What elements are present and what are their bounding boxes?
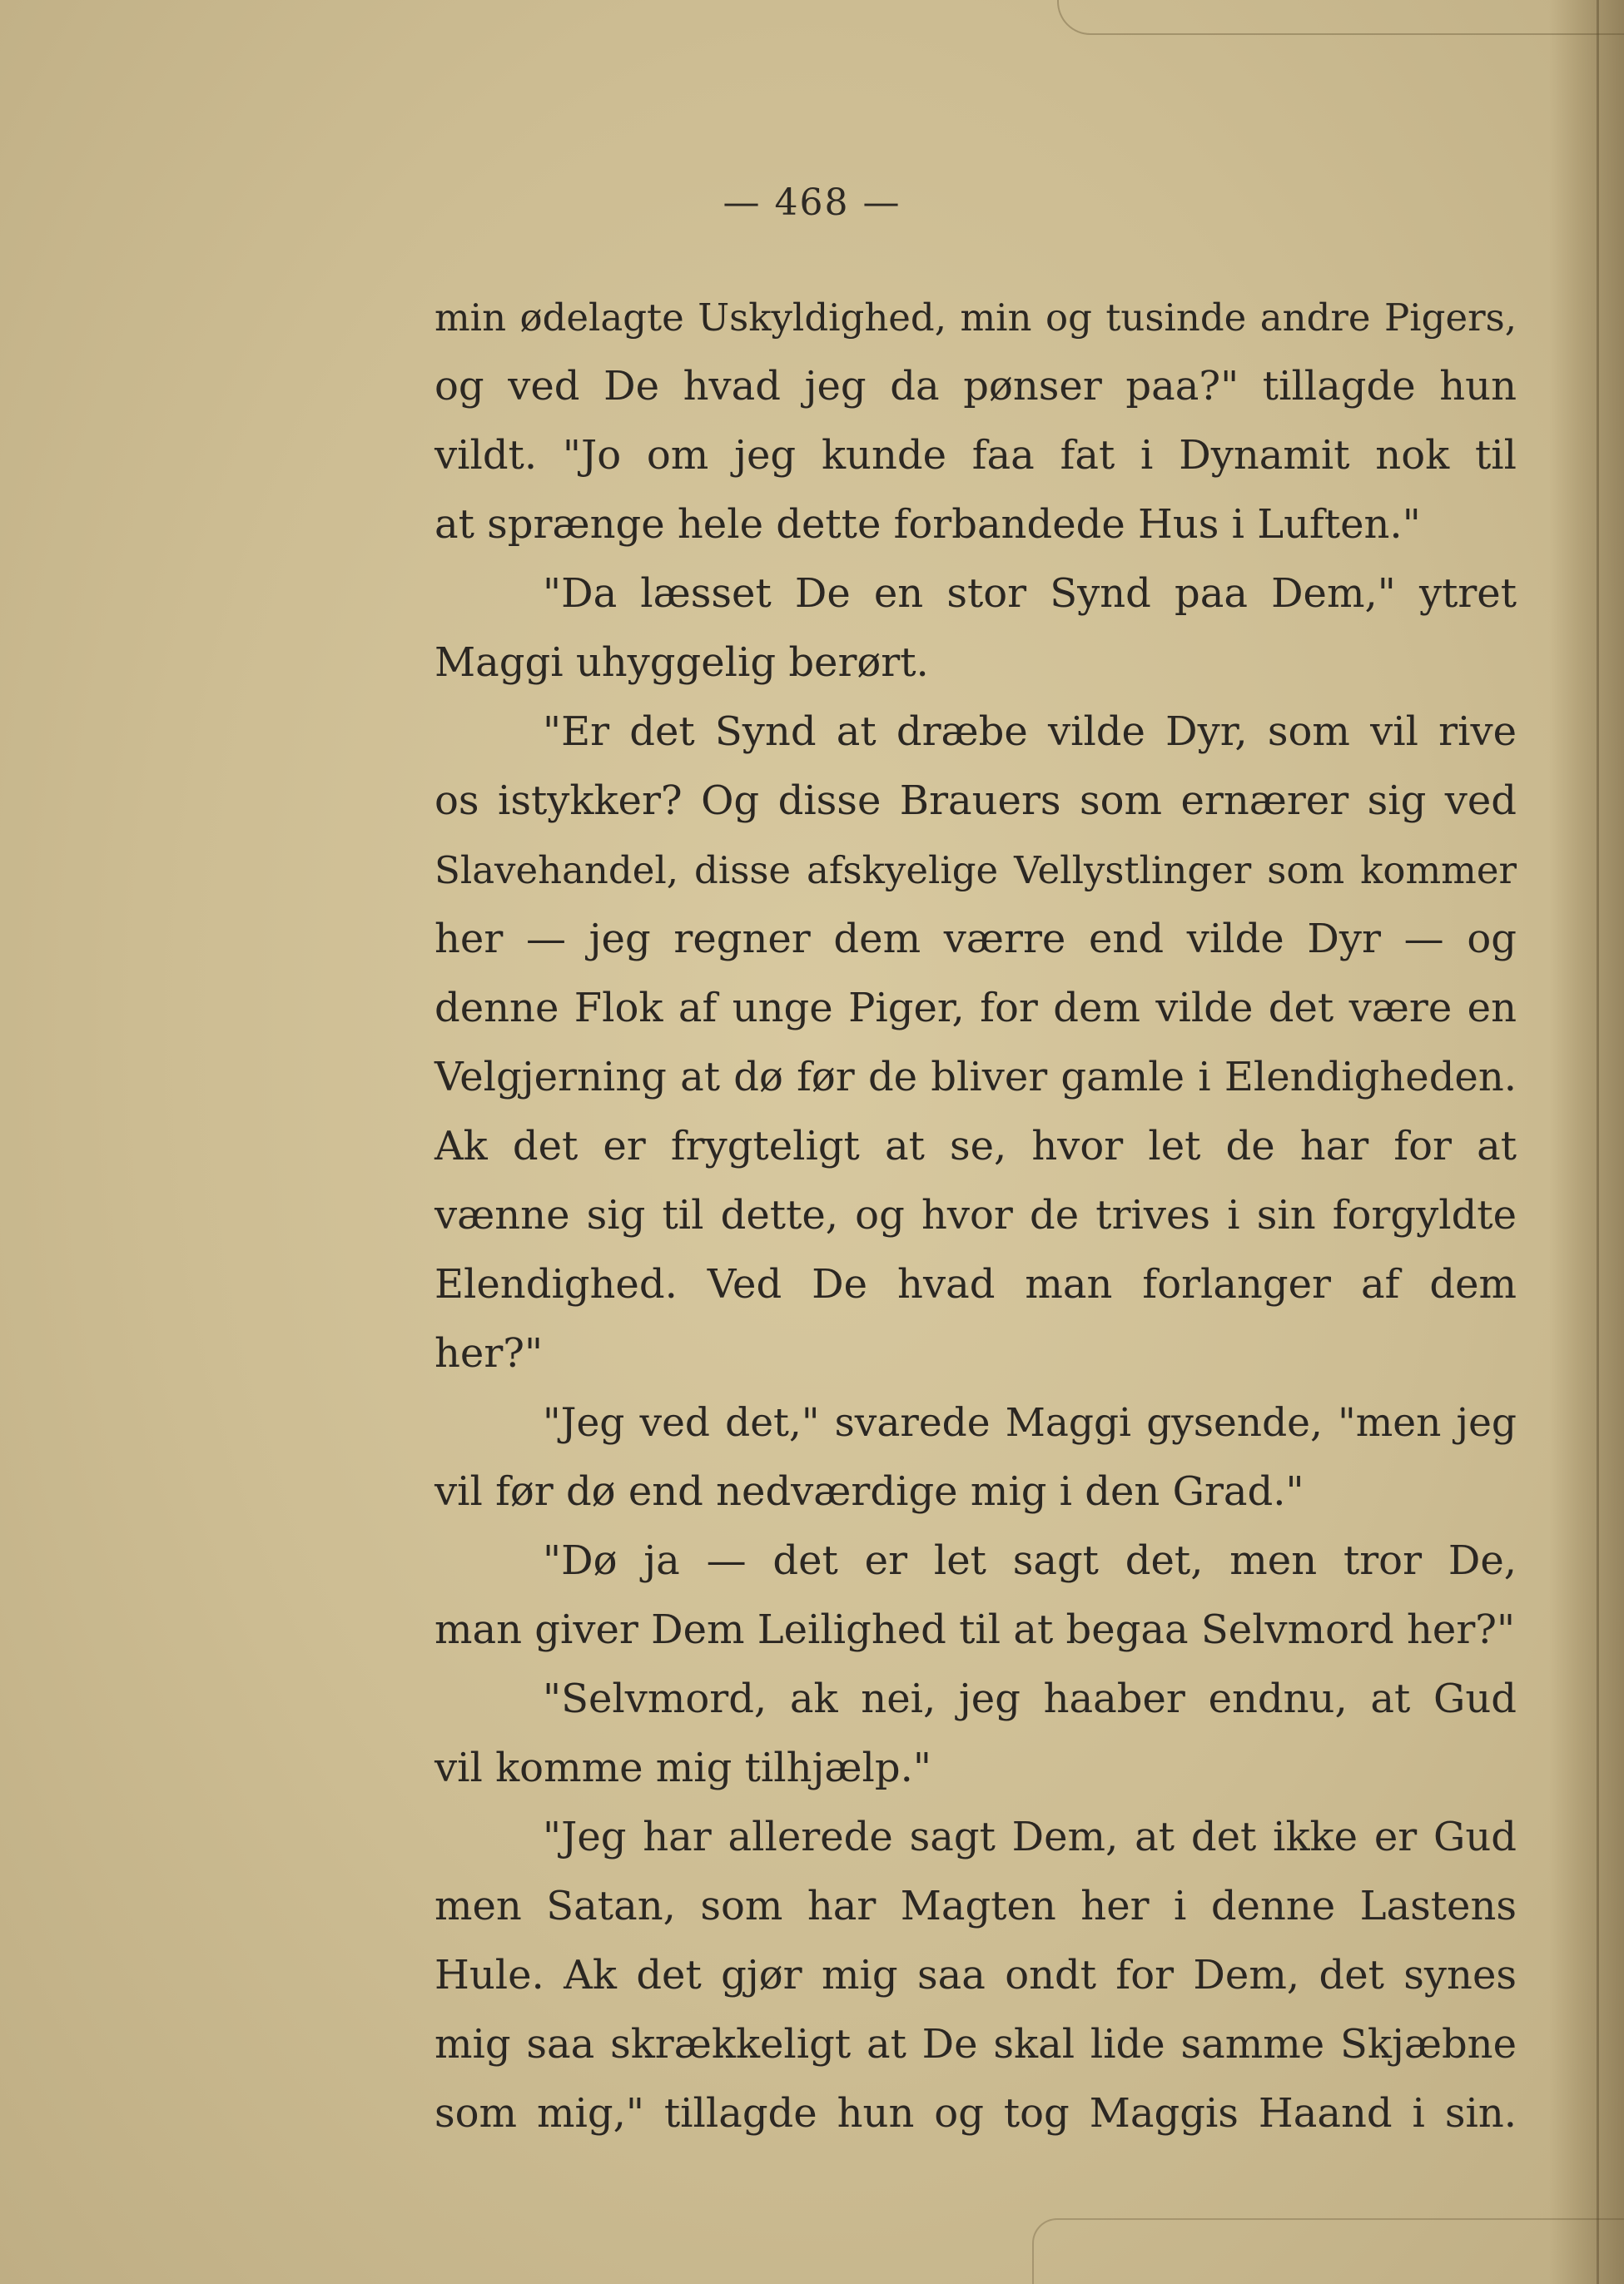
text-line: her?" — [435, 1330, 544, 1377]
page-number: — 468 — — [723, 181, 901, 224]
text-line: vænne sig til dette, og hvor de trives i sin forgyldte — [435, 1192, 1517, 1239]
text-line: Velgjerning at dø før de bliver gamle i Elendigheden. — [435, 1054, 1517, 1100]
text-line: Hule. Ak det gjør mig saa ondt for Dem, det synes — [435, 1952, 1517, 1998]
top-page-curl — [1057, 0, 1624, 35]
page-binding-edge — [1549, 0, 1624, 2284]
body-text — [435, 283, 1517, 2148]
text-line: vil før dø end nedværdige mig i den Grad." — [435, 1468, 1304, 1515]
text-line: som mig," tillagde hun og tog Maggis Haand i sin. — [435, 2090, 1517, 2137]
text-line: men Satan, som har Magten her i denne Lastens — [435, 1883, 1517, 1929]
text-line: her — jeg regner dem værre end vilde Dyr — og — [435, 916, 1517, 962]
text-line: "Dø ja — det er let sagt det, men tror De, — [543, 1537, 1517, 1584]
text-line: "Er det Synd at dræbe vilde Dyr, som vil rive — [543, 708, 1517, 755]
text-line: at sprænge hele dette forbandede Hus i Luften." — [435, 501, 1421, 548]
bottom-page-curl — [1032, 2218, 1624, 2284]
text-line: denne Flok af unge Piger, for dem vilde det være en — [435, 985, 1517, 1031]
text-line: Maggi uhyggelig berørt. — [435, 639, 929, 686]
text-line: og ved De hvad jeg da pønser paa?" tillagde hun — [435, 363, 1517, 410]
text-line: man giver Dem Leilighed til at begaa Selvmord her?" — [435, 1606, 1516, 1653]
text-line: Ak det er frygteligt at se, hvor let de har for at — [435, 1123, 1517, 1169]
text-line: mig saa skrækkeligt at De skal lide samme Skjæbne — [435, 2021, 1517, 2068]
text-line: min ødelagte Uskyldighed, min og tusinde andre Pigers, — [435, 295, 1517, 340]
text-line: "Jeg ved det," svarede Maggi gysende, "men jeg — [543, 1400, 1517, 1446]
text-line: Elendighed. Ved De hvad man forlanger af dem — [435, 1261, 1517, 1308]
text-line: "Selvmord, ak nei, jeg haaber endnu, at Gud — [543, 1676, 1517, 1722]
text-line: Slavehandel, disse afskyelige Vellystlinger som kommer — [435, 848, 1517, 892]
page-edge-line — [1597, 0, 1599, 2284]
text-line: "Jeg har allerede sagt Dem, at det ikke er Gud — [543, 1814, 1517, 1860]
text-line: vildt. "Jo om jeg kunde faa fat i Dynamit nok til — [435, 432, 1517, 479]
text-line: os istykker? Og disse Brauers som ernærer sig ved — [435, 777, 1517, 824]
text-line: "Da læsset De en stor Synd paa Dem," ytret — [543, 570, 1517, 617]
text-line: vil komme mig tilhjælp." — [435, 1745, 931, 1791]
